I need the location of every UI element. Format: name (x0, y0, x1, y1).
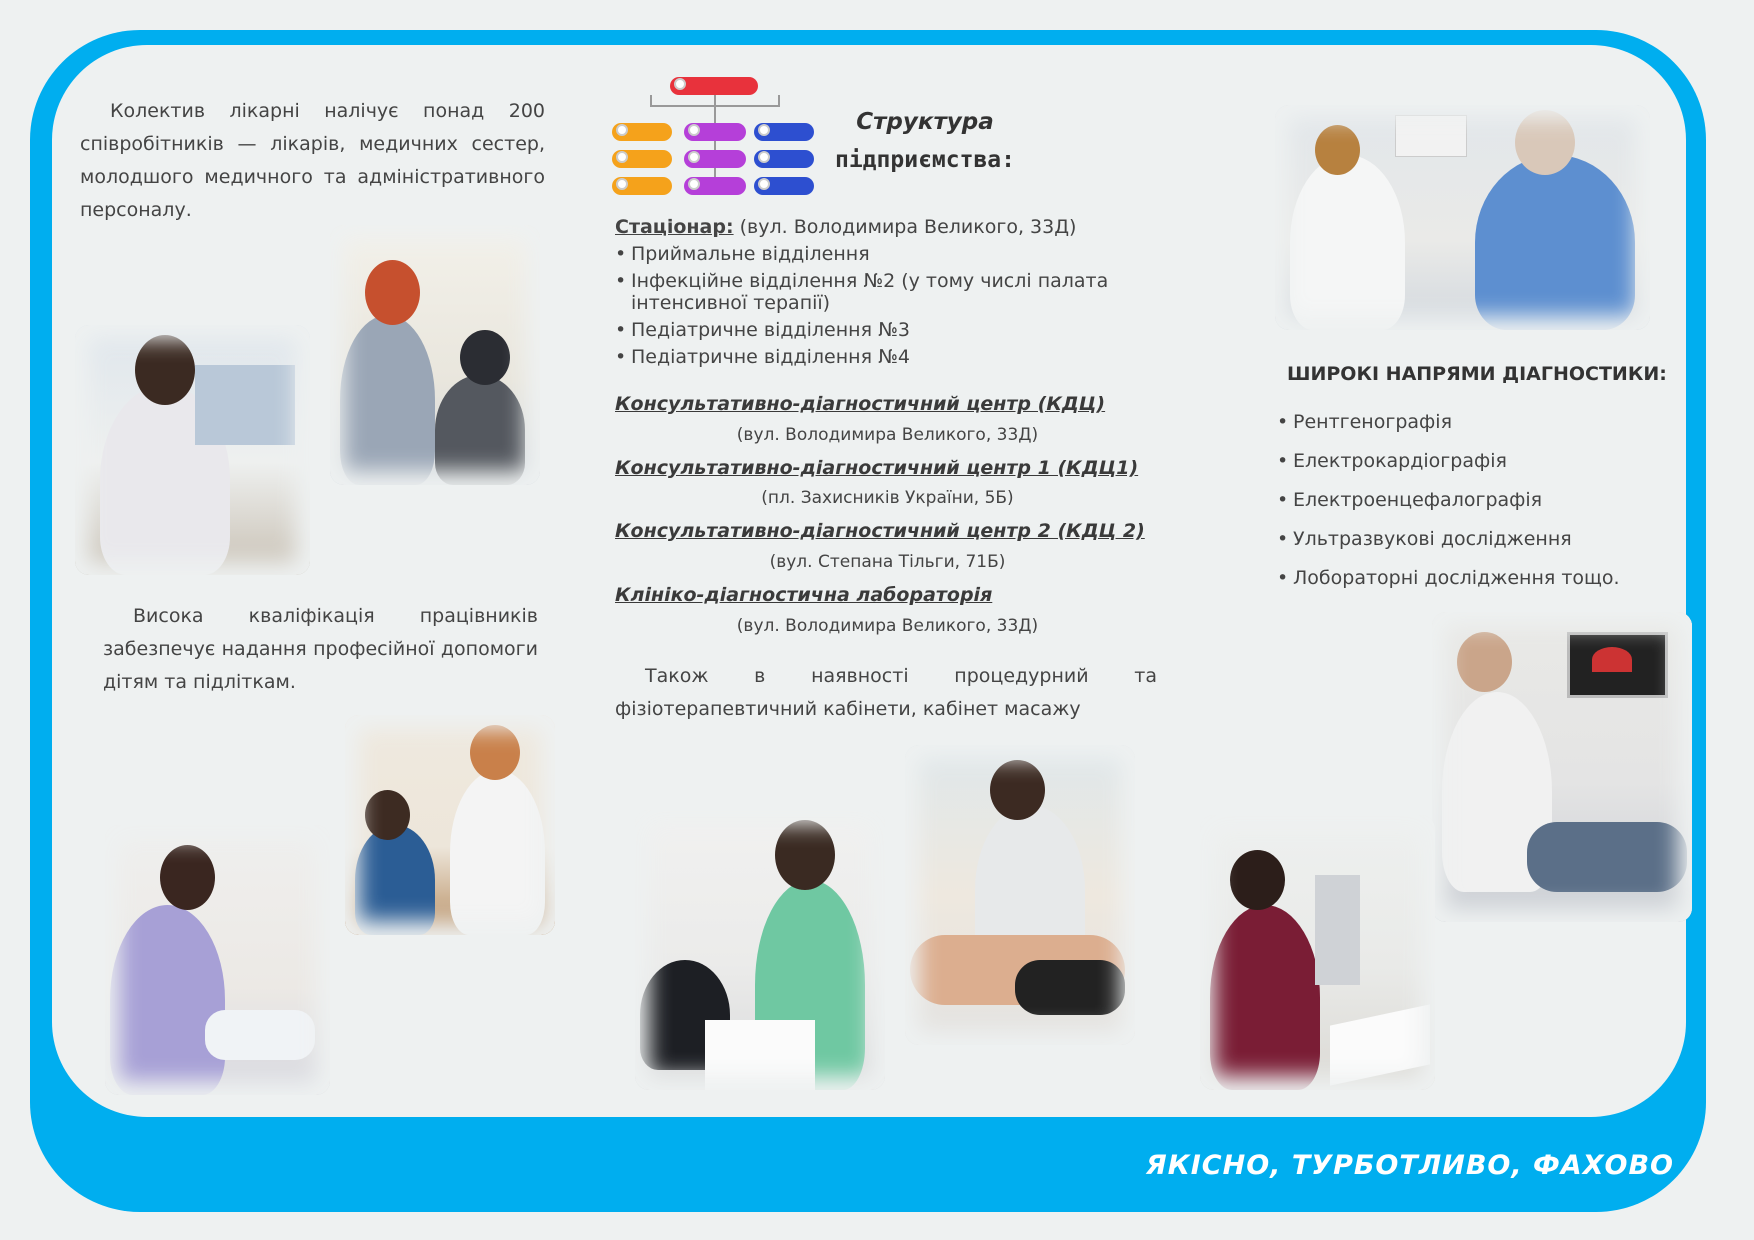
diagnostics-item: • Рентгенографія (1277, 403, 1677, 442)
org-chart-icon (608, 75, 808, 205)
diagnostics-item: • Лобораторні дослідження тощо. (1277, 559, 1677, 598)
diagnostics-list (1277, 403, 1677, 598)
center-kdc2-address: (вул. Степана Тільги, 71Б) (769, 552, 1006, 572)
diagnostics-item: • Електрокардіографія (1277, 442, 1677, 481)
structure-title-line2: підприємства: (834, 147, 1015, 173)
center-kdc-name: Консультативно-діагностичний центр (КДЦ) (615, 393, 1106, 415)
footer-slogan: ЯКІСНО, ТУРБОТЛИВО, ФАХОВО (1145, 1150, 1674, 1181)
center-lab-name: Клініко-діагностична лабораторія (615, 584, 993, 606)
diagnostics-item: • Електроенцефалографія (1277, 481, 1677, 520)
diagnostics-item: • Ультразвукові дослідження (1277, 520, 1677, 559)
photo-massage (905, 745, 1135, 1045)
extra-cabinets-text: Також в наявності процедурний та фізіотерапевтичний кабінети, кабінет масажу (615, 665, 1157, 720)
department-item: • Приймальне відділення (615, 243, 1115, 265)
structure-title-line1: Структура (856, 109, 994, 135)
department-item: • Педіатричне відділення №4 (615, 346, 1115, 368)
departments-list (615, 243, 1115, 368)
intro-text: Колектив лікарні налічує понад 200 співробітників — лікарів, медичних сестер, молодшого медичного та адміністративного персоналу. (80, 100, 545, 221)
diagnostics-title: ШИРОКІ НАПРЯМИ ДІАГНОСТИКИ: (1287, 363, 1667, 385)
photo-endoscopy (1275, 105, 1650, 330)
structure-title (830, 103, 1020, 179)
photo-ultrasound (1432, 612, 1692, 922)
photo-doctor-writing (75, 325, 310, 575)
inpatient-address: (вул. Володимира Великого, 33Д) (733, 216, 1077, 238)
center-kdc-address: (вул. Володимира Великого, 33Д) (736, 425, 1039, 445)
qualification-text: Висока кваліфікація працівників забезпечує надання професійної допомоги дітям та підліткам. (103, 605, 538, 693)
center-kdc1-address: (пл. Захисників України, 5Б) (761, 488, 1014, 508)
department-item: • Педіатричне відділення №3 (615, 319, 1115, 341)
photo-stethoscope-infant (105, 825, 330, 1095)
photo-blood-pressure (345, 715, 555, 935)
inpatient-label: Стаціонар: (615, 216, 734, 238)
photo-microscope (1200, 815, 1435, 1090)
center-kdc1-name: Консультативно-діагностичний центр 1 (КДЦ1) (615, 457, 1139, 479)
center-lab-address: (вул. Володимира Великого, 33Д) (736, 616, 1039, 636)
center-kdc2-name: Консультативно-діагностичний центр 2 (КДЦ 2) (615, 520, 1145, 542)
department-item: • Інфекційне відділення №2 (у тому числі палата інтенсивної терапії) (615, 270, 1115, 314)
inpatient-heading (615, 216, 1076, 238)
photo-nurse-injection (635, 810, 885, 1090)
photo-eeg-procedure (330, 225, 540, 485)
